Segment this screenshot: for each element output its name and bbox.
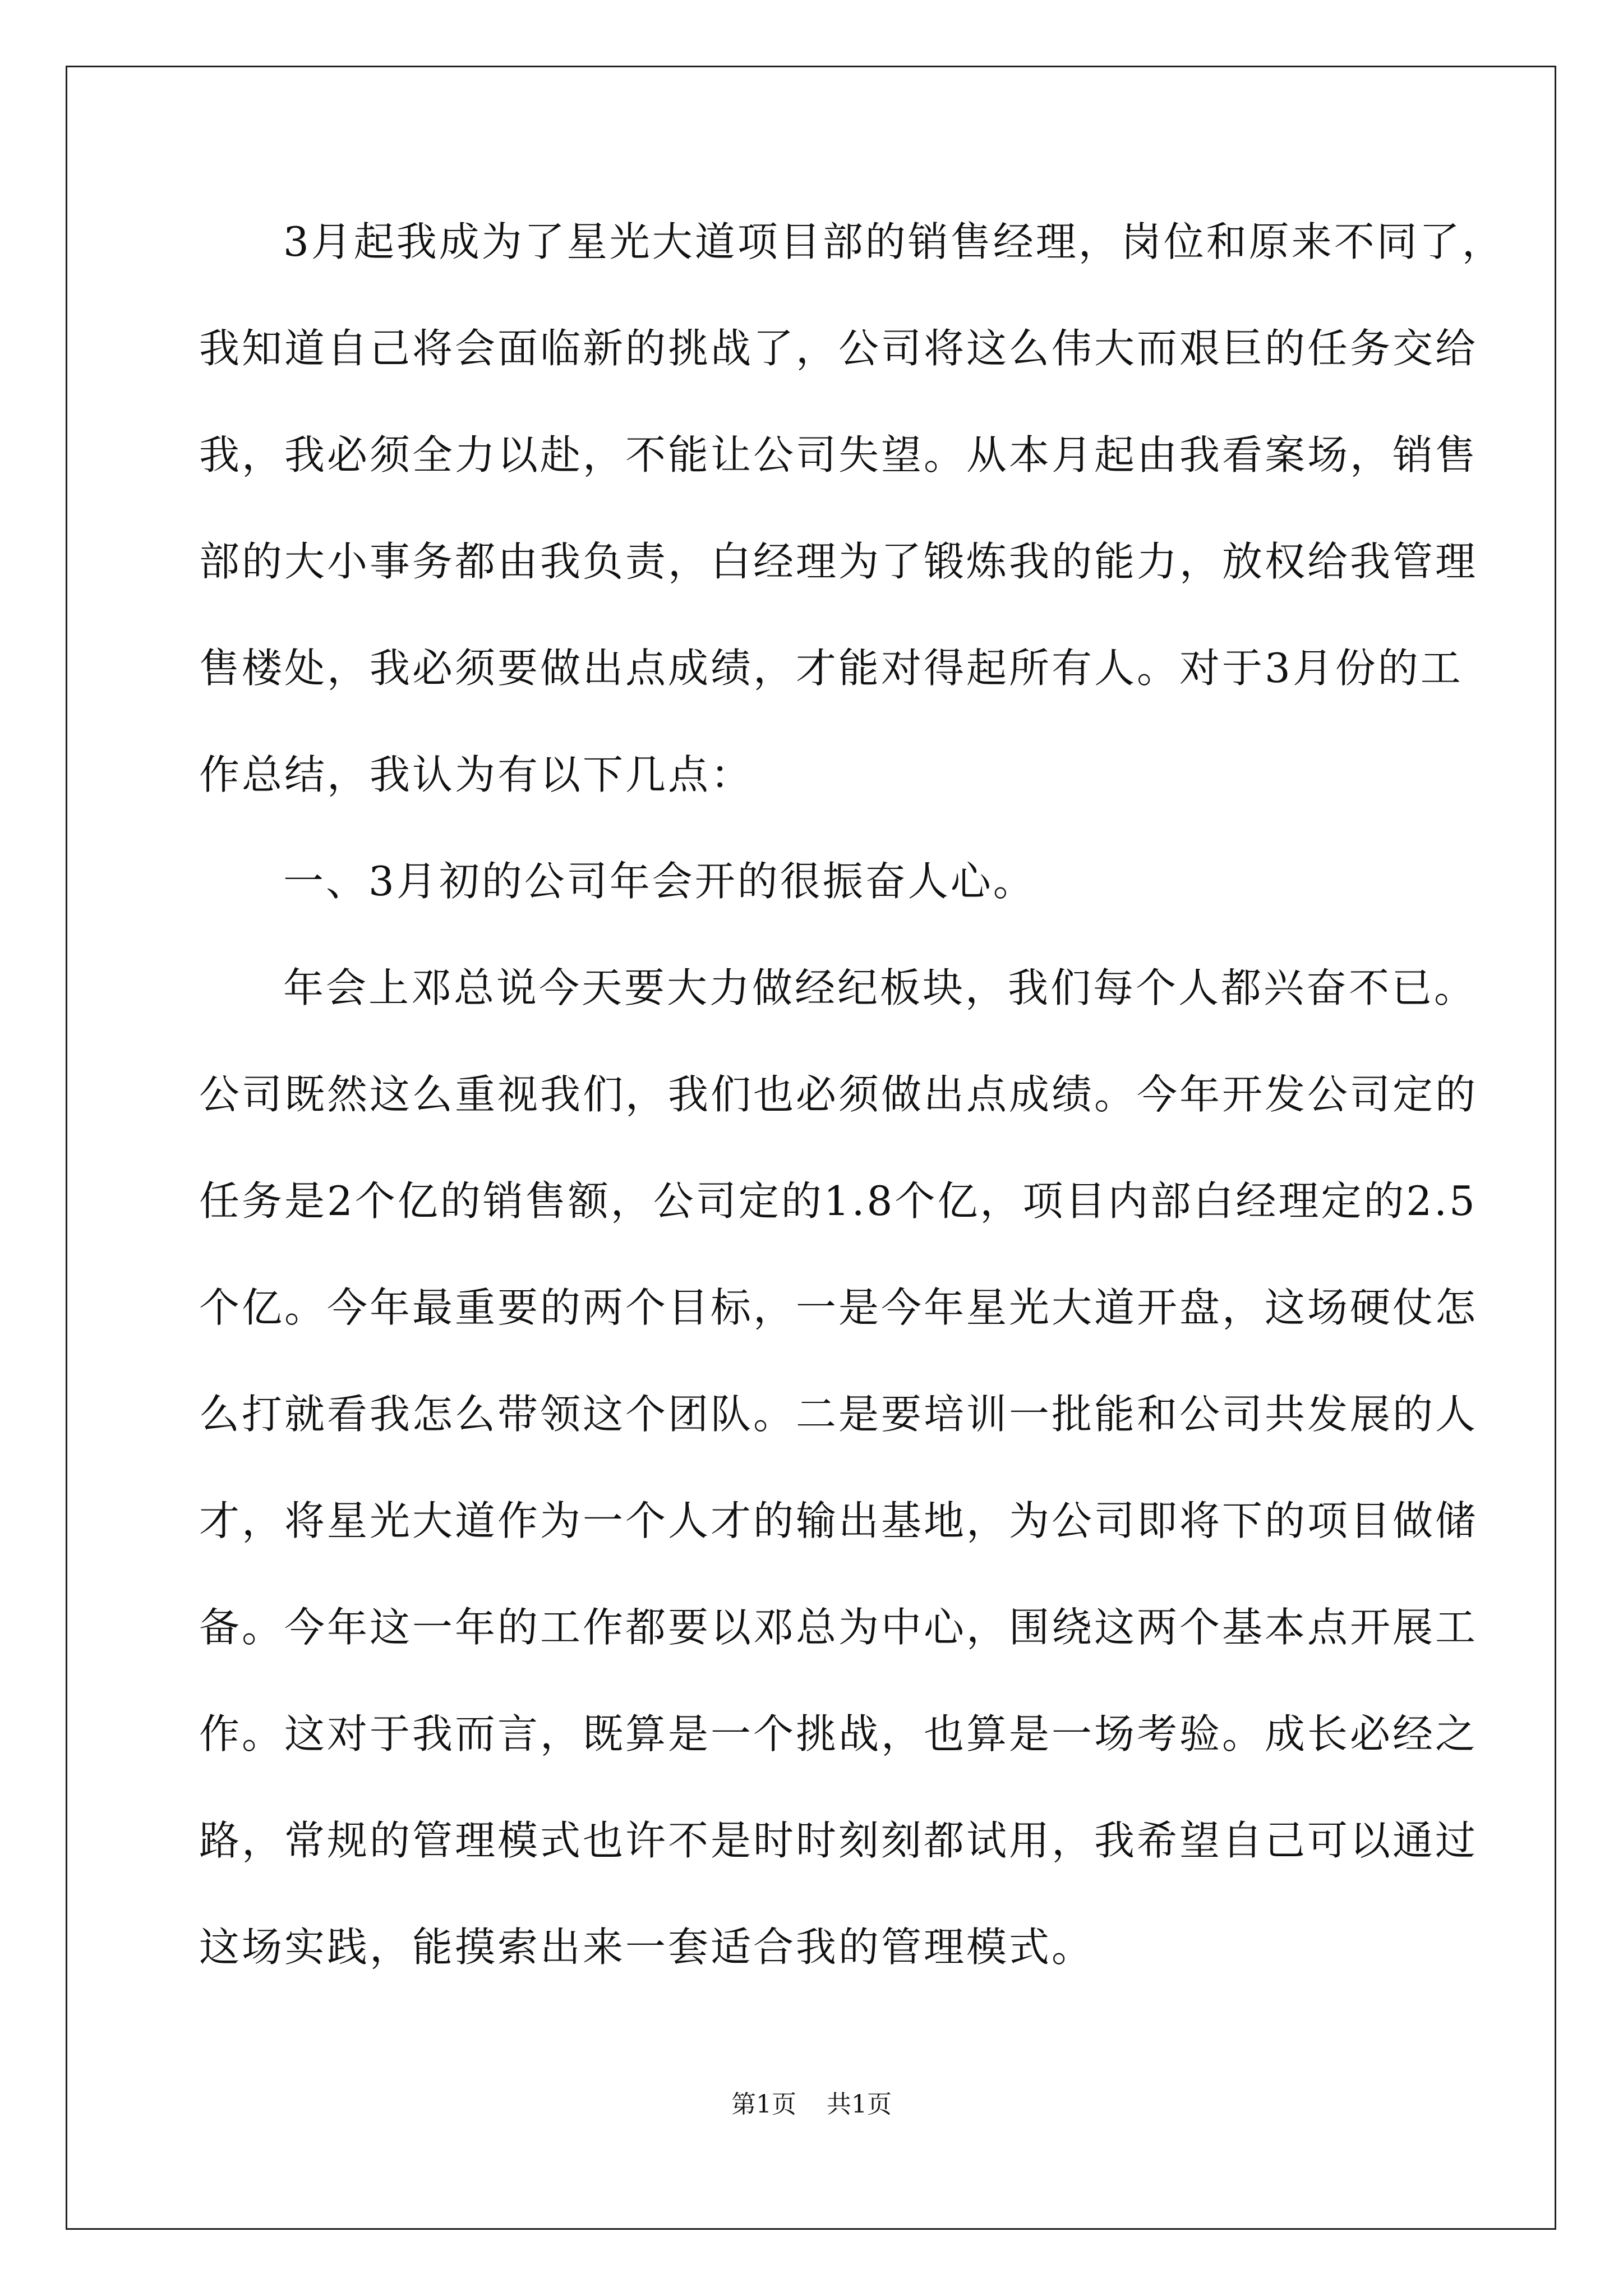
section-heading: 一、3月初的公司年会开的很振奋人心。 [283,858,1036,905]
paragraph-line: 路，常规的管理模式也许不是时时刻刻都试用，我希望自己可以通过 [199,1817,1478,1864]
paragraph-line: 才，将星光大道作为一个人才的输出基地，为公司即将下的项目做储 [199,1497,1478,1544]
paragraph-line: 我知道自己将会面临新的挑战了，公司将这么伟大而艰巨的任务交给 [199,325,1478,372]
page-footer [0,2092,1623,2117]
page-number-total: 共1页 [827,2090,892,2119]
page-number-current: 第1页 [731,2090,796,2119]
paragraph-line: 我，我必须全力以赴，不能让公司失望。从本月起由我看案场，销售 [199,431,1478,478]
paragraph-line: 这场实践，能摸索出来一套适合我的管理模式。 [199,1924,1095,1971]
paragraph-line: 部的大小事务都由我负责，白经理为了锻炼我的能力，放权给我管理 [199,538,1478,585]
paragraph-line: 备。今年这一年的工作都要以邓总为中心，围绕这两个基本点开展工 [199,1604,1478,1651]
document-body [199,218,1505,2033]
paragraph-line: 3月起我成为了星光大道项目部的销售经理，岗位和原来不同了， [283,218,1505,265]
paragraph-line: 公司既然这么重视我们，我们也必须做出点成绩。今年开发公司定的 [199,1071,1478,1118]
paragraph-line: 个亿。今年最重要的两个目标，一是今年星光大道开盘，这场硬仗怎 [199,1284,1478,1331]
paragraph-line: 任务是2个亿的销售额，公司定的1.8个亿，项目内部白经理定的2.5 [199,1177,1477,1225]
paragraph-line: 么打就看我怎么带领这个团队。二是要培训一批能和公司共发展的人 [199,1391,1478,1438]
paragraph-line: 年会上邓总说今天要大力做经纪板块，我们每个人都兴奋不已。 [283,964,1477,1011]
paragraph-line: 作。这对于我而言，既算是一个挑战，也算是一场考验。成长必经之 [199,1710,1478,1757]
paragraph-line: 作总结，我认为有以下几点： [199,751,754,798]
paragraph-line: 售楼处，我必须要做出点成绩，才能对得起所有人。对于3月份的工 [199,645,1463,692]
